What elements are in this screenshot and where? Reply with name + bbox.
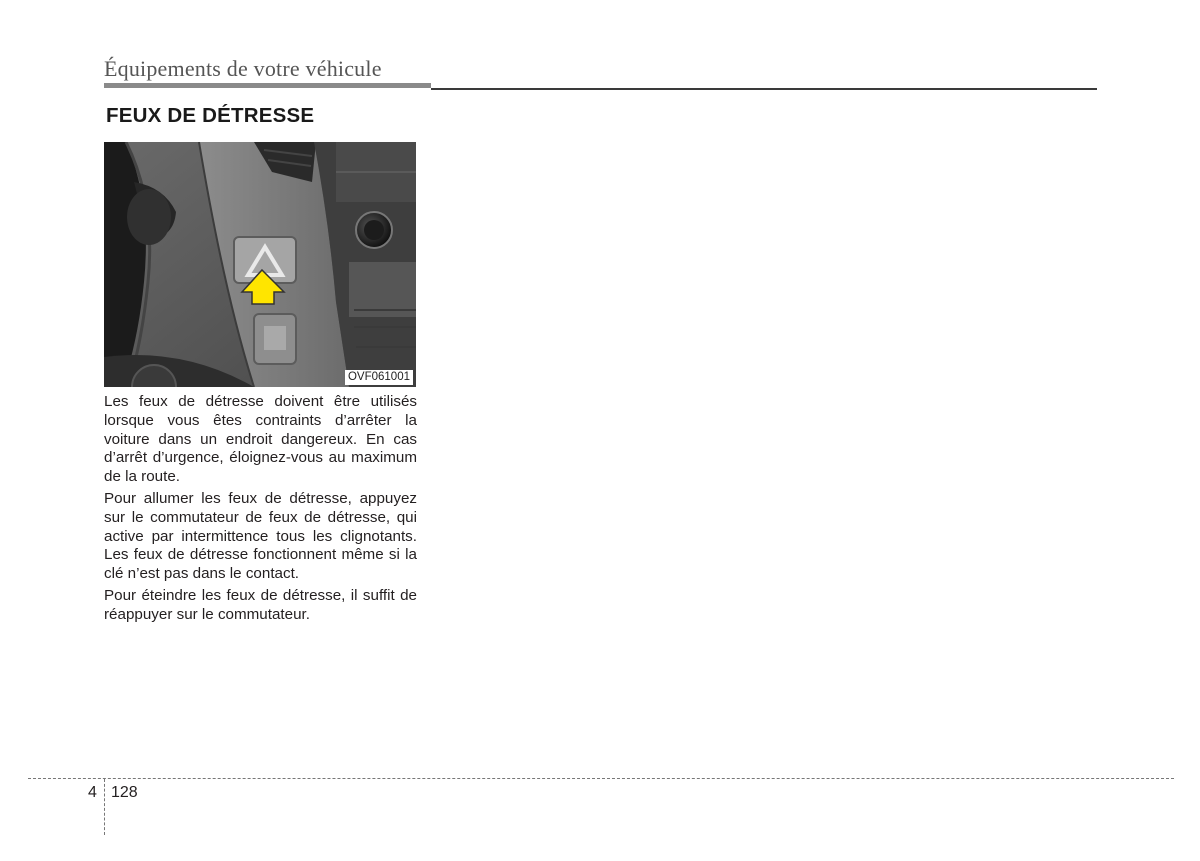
section-heading: FEUX DE DÉTRESSE <box>106 104 315 127</box>
footer-dashed-divider <box>104 779 105 835</box>
footer-dashed-line <box>28 778 1174 779</box>
chapter-title: Équipements de votre véhicule <box>104 56 382 81</box>
header-rule-thick <box>104 83 431 88</box>
dashboard-illustration <box>104 142 416 387</box>
hazard-switch-figure <box>104 142 416 387</box>
page-number: 128 <box>111 784 138 801</box>
figure-code: OVF061001 <box>345 370 413 385</box>
chapter-number: 4 <box>88 784 97 801</box>
paragraph-3: Pour éteindre les feux de détresse, il suffit de réappuyer sur le commutateur. <box>104 586 417 623</box>
paragraph-1: Les feux de détresse doivent être utilisés lorsque vous êtes contraints d’arrêter la voiture dans un endroit dangereux. En cas d’arrêt d’urgence, éloignez-vous au maximum de la route. <box>104 393 417 486</box>
paragraph-2: Pour allumer les feux de détresse, appuyez sur le commutateur de feux de détresse, qui active par intermittence tous les clignotants. Les feux de détresse fonctionnent même si la clé n’est pas dans le contact. <box>104 489 417 583</box>
header-rule-thin <box>431 88 1097 90</box>
body-text <box>104 393 417 628</box>
